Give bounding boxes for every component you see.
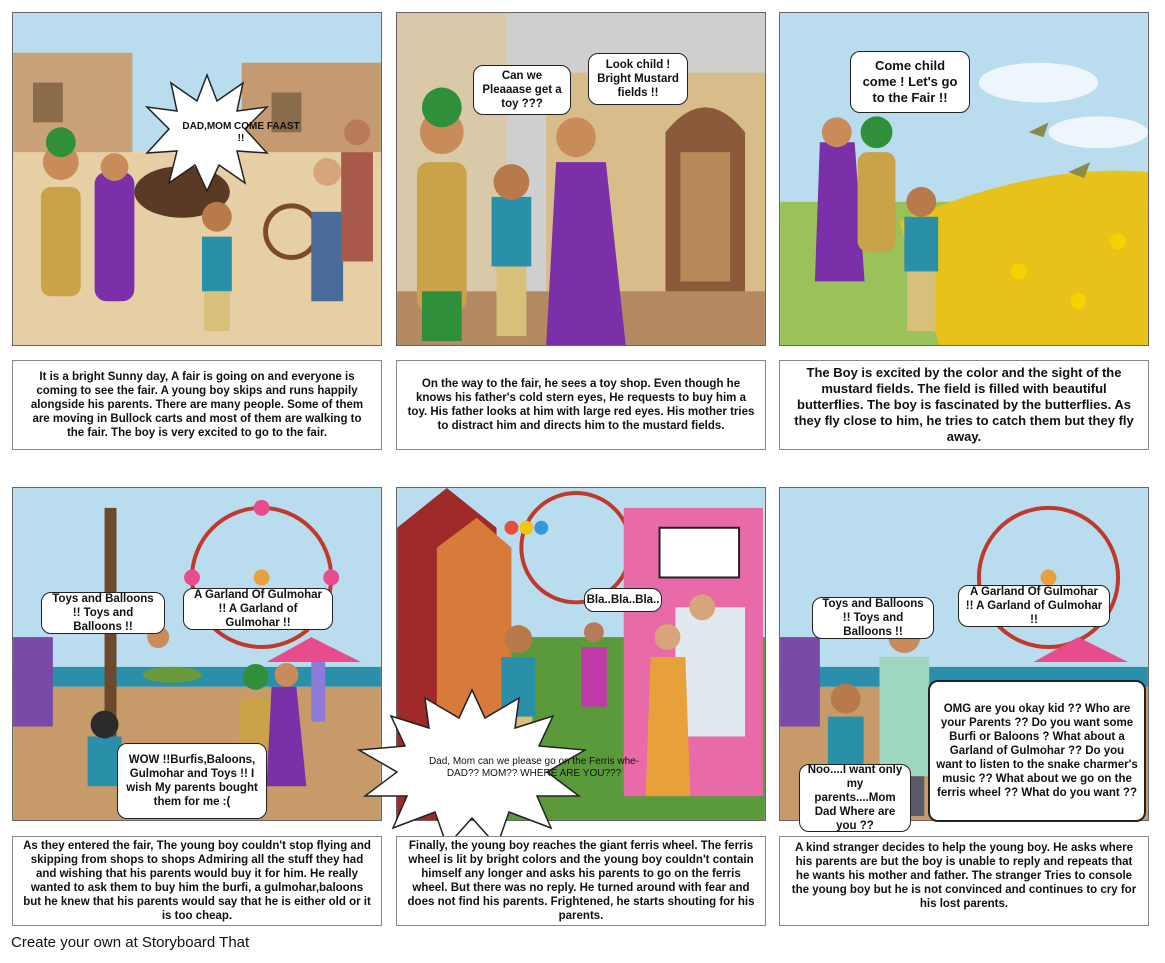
boy-thought-bubble: WOW !!Burfis,Baloons, Gulmohar and Toys !! I wish My parents bought them for me :( <box>117 743 267 819</box>
shout-burst <box>145 73 300 193</box>
panel-1-caption: It is a bright Sunny day, A fair is going on and everyone is coming to see the fair. A young boy skips and runs happily alongside his parents. There are many people. Some of them are moving in Bullock carts and most of them are walking to the fair. The boy is very excited to go to the fair. <box>12 360 382 450</box>
panel-3-scene <box>779 12 1149 346</box>
panel-2-caption: On the way to the fair, he sees a toy shop. Even though he knows his father's cold stern eyes, He requests to buy him a toy. His father looks at him with large red eyes. His mother tries to distract him and directs him to the mustard fields. <box>396 360 766 450</box>
panel-3-caption: The Boy is excited by the color and the sight of the mustard fields. The field is filled with beautiful butterflies. The boy is fascinated by the butterflies. As they fly close to him, he tries to catch them but they fly away. <box>779 360 1149 450</box>
panel-1-scene <box>12 12 382 346</box>
panel-4-caption: As they entered the fair, The young boy couldn't stop flying and skipping from shops to shops Admiring all the stuff they had and wishing that his parents would buy it for him. He really wanted to ask them to buy him the burfi, a gulmohar,baloons but he knew that his parents would say that he is either old or it is too cheap. <box>12 836 382 926</box>
panel-4-scene <box>12 487 382 821</box>
woman-speech-bubble: Bla..Bla..Bla.. <box>584 588 662 612</box>
mother-speech-bubble: Look child ! Bright Mustard fields !! <box>588 53 688 105</box>
panel-2-scene <box>396 12 766 346</box>
boy-speech-bubble: Noo....I want only my parents....Mom Dad Where are you ?? <box>799 764 911 832</box>
shout-text: DAD,MOM COME FAAST !! <box>182 121 300 144</box>
toy-vendor-speech-bubble: Toys and Balloons !! Toys and Balloons !! <box>41 592 165 634</box>
boy-speech-bubble: Can we Pleaaase get a toy ??? <box>473 65 571 115</box>
panel-6-caption: A kind stranger decides to help the young boy. He asks where his parents are but the boy is unable to reply and repeats that he wants his mother and father. The stranger Tries to console the young boy but he is not convinced and continues to cry for his lost parents. <box>779 836 1149 926</box>
footer-credit[interactable]: Create your own at Storyboard That <box>11 934 250 951</box>
garland-vendor-speech-bubble: A Garland Of Gulmohar !! A Garland of Gulmohar !! <box>183 588 333 630</box>
toyshop-scene <box>397 13 765 345</box>
panel-6-scene <box>779 487 1149 832</box>
garland-vendor-speech-bubble: A Garland Of Gulmohar !! A Garland of Gulmohar !! <box>958 585 1110 627</box>
panel-5-scene <box>396 487 766 821</box>
shout-burst <box>357 688 640 848</box>
mother-speech-bubble: Come child come ! Let's go to the Fair !! <box>850 51 970 113</box>
panel-5-caption: Finally, the young boy reaches the giant ferris wheel. The ferris wheel is lit by bright colors and the young boy couldn't contain himself any longer and asks his parents to go on the ferris wheel. But there was no reply. He turned around with fear and does not find his parents. Frightened, he starts shouting for his parents. <box>396 836 766 926</box>
toy-vendor-speech-bubble: Toys and Balloons !! Toys and Balloons !! <box>812 597 934 639</box>
shout-text: Dad, Mom can we please go on the Ferris whe- DAD?? MOM?? WHERE ARE YOU??? <box>428 756 640 779</box>
stranger-speech-bubble: OMG are you okay kid ?? Who are your Parents ?? Do you want some Burfi or Baloons ? What about a Garland of Gulmohar ?? Do you want to listen to the snake charmer's music ?? What about we go on the ferris wheel ?? What do you want ?? <box>928 680 1146 822</box>
